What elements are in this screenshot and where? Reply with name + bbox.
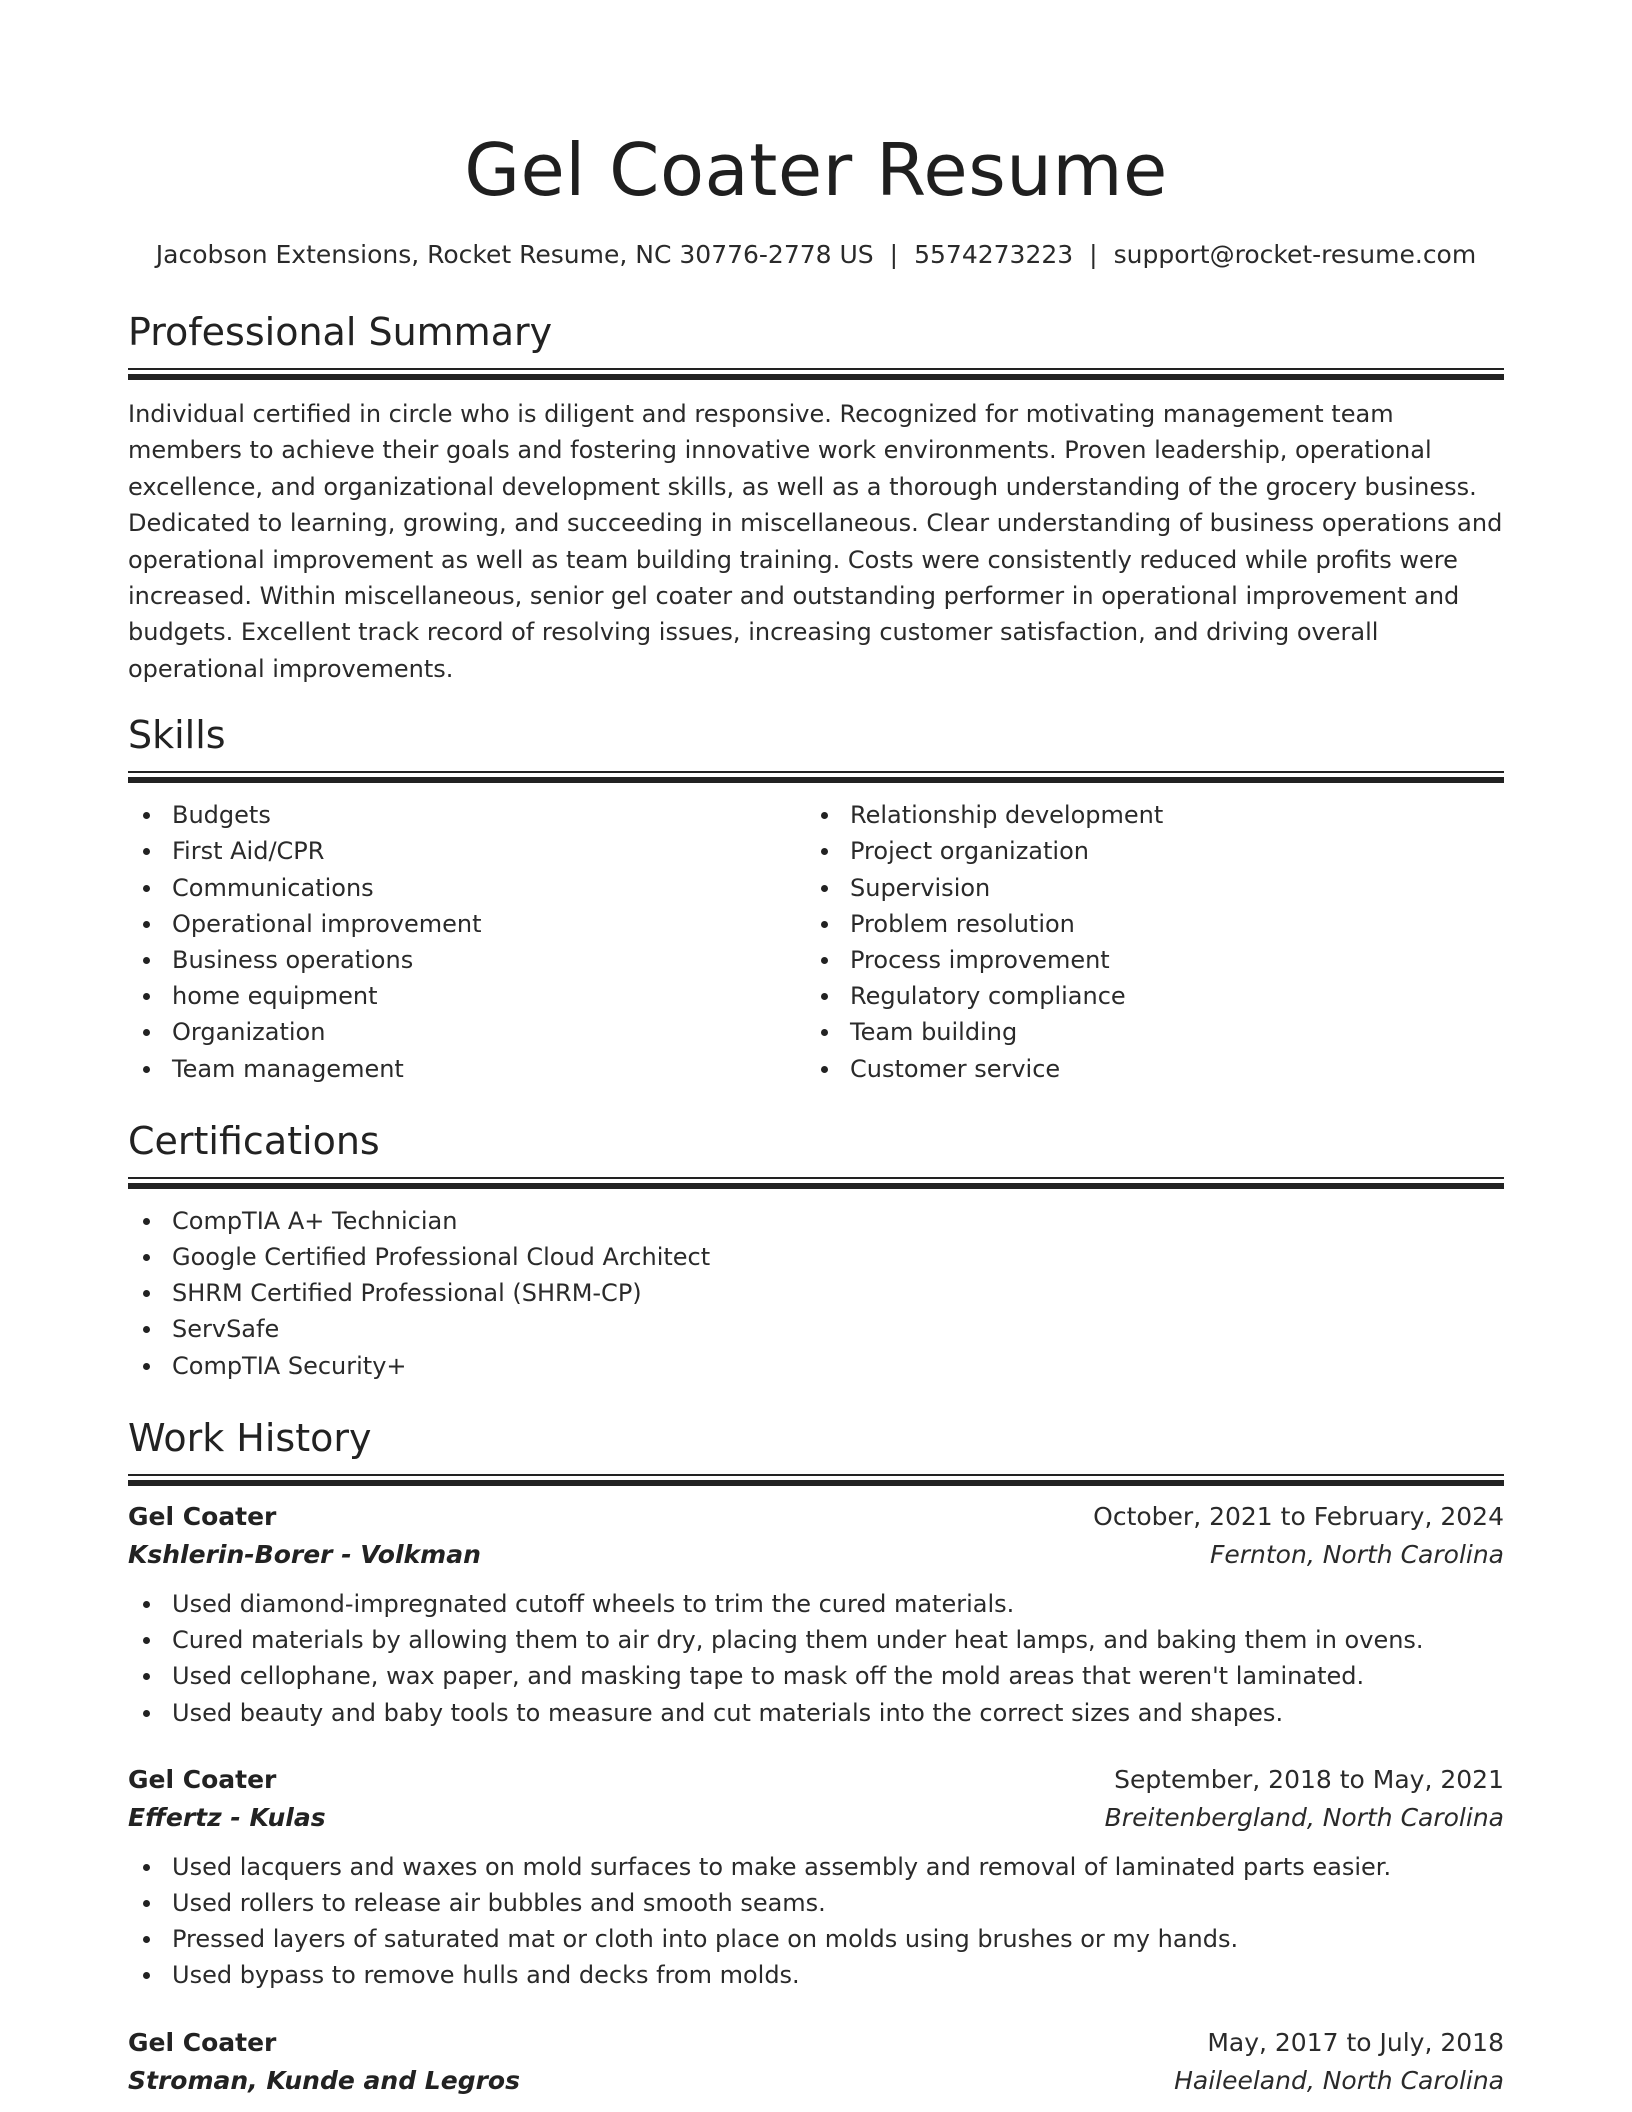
job-entry xyxy=(128,1761,1504,1994)
certification-item: ServSafe xyxy=(128,1311,1504,1347)
certifications-list xyxy=(128,1203,1504,1384)
job-duty-item: Cured materials by allowing them to air dry, placing them under heat lamps, and baking them in ovens. xyxy=(128,1622,1504,1658)
work-history-section xyxy=(128,1412,1504,2100)
job-duty-item: Pressed layers of saturated mat or cloth into place on molds using brushes or my hands. xyxy=(128,1921,1504,1957)
job-dates: October, 2021 to February, 2024 xyxy=(1093,1501,1504,1531)
certification-item: SHRM Certified Professional (SHRM-CP) xyxy=(128,1275,1504,1311)
section-title-skills: Skills xyxy=(128,713,226,758)
skills-list-right xyxy=(806,797,1484,1087)
contact-line xyxy=(128,238,1504,272)
skill-item: Project organization xyxy=(806,833,1484,869)
job-duty-item: Used rollers to release air bubbles and smooth seams. xyxy=(128,1885,1504,1921)
section-header xyxy=(128,709,1504,783)
skills-grid xyxy=(128,783,1504,1087)
skills-list-left xyxy=(128,797,806,1087)
summary-section xyxy=(128,306,1504,687)
certification-item: CompTIA A+ Technician xyxy=(128,1203,1504,1239)
job-duties-list xyxy=(128,1849,1504,1994)
skills-section xyxy=(128,709,1504,1087)
section-divider xyxy=(128,1474,1504,1486)
contact-separator: | xyxy=(889,240,899,269)
contact-address: Jacobson Extensions, Rocket Resume, NC 30776-2778 US xyxy=(155,240,874,269)
job-location: Haileeland, North Carolina xyxy=(1174,2065,1504,2095)
certifications-section xyxy=(128,1115,1504,1384)
contact-separator: | xyxy=(1089,240,1098,269)
job-header-row xyxy=(128,1498,1504,1536)
certification-item: CompTIA Security+ xyxy=(128,1348,1504,1384)
job-duties-list xyxy=(128,1586,1504,1731)
job-company-row xyxy=(128,1799,1504,1837)
job-duty-item: Used beauty and baby tools to measure and cut materials into the correct sizes and shapes. xyxy=(128,1695,1504,1731)
skill-item: Process improvement xyxy=(806,942,1484,978)
job-header-row xyxy=(128,1761,1504,1799)
job-duty-item: Used lacquers and waxes on mold surfaces to make assembly and removal of laminated parts easier. xyxy=(128,1849,1504,1885)
skill-item: Team management xyxy=(128,1051,806,1087)
page-title: Gel Coater Resume xyxy=(464,128,1168,212)
skill-item: Regulatory compliance xyxy=(806,978,1484,1014)
section-header xyxy=(128,1115,1504,1189)
job-location: Breitenbergland, North Carolina xyxy=(1104,1802,1504,1832)
skill-item: Communications xyxy=(128,870,806,906)
job-dates: May, 2017 to July, 2018 xyxy=(1207,2027,1504,2057)
job-company-row xyxy=(128,1536,1504,1574)
job-title: Gel Coater xyxy=(128,1501,277,1531)
section-divider xyxy=(128,368,1504,380)
job-dates: September, 2018 to May, 2021 xyxy=(1114,1764,1504,1794)
job-entry xyxy=(128,1498,1504,1731)
section-header xyxy=(128,306,1504,380)
summary-text: Individual certified in circle who is diligent and responsive. Recognized for motivating management team members to achieve their goals and fostering innovative work environments. Proven leadership, operational excellence, and organizational development skills, as well as a thorough understanding of the grocery business. Dedicated to learning, growing, and succeeding in miscellaneous. Clear understanding of business operations and operational improvement as well as team building training. Costs were consistently reduced while profits were increased. Within miscellaneous, senior gel coater and outstanding performer in operational improvement and budgets. Excellent track record of resolving issues, increasing customer satisfaction, and driving overall operational improvements. xyxy=(128,400,1503,683)
job-entry xyxy=(128,2024,1504,2100)
job-company: Kshlerin-Borer - Volkman xyxy=(128,1539,481,1569)
skill-item: Problem resolution xyxy=(806,906,1484,942)
section-divider xyxy=(128,771,1504,783)
job-location: Fernton, North Carolina xyxy=(1210,1539,1504,1569)
skill-item: Relationship development xyxy=(806,797,1484,833)
job-company-row xyxy=(128,2062,1504,2100)
job-company: Stroman, Kunde and Legros xyxy=(128,2065,520,2095)
skill-item: Business operations xyxy=(128,942,806,978)
skill-item: First Aid/CPR xyxy=(128,833,806,869)
certification-item: Google Certified Professional Cloud Architect xyxy=(128,1239,1504,1275)
section-title-work-history: Work History xyxy=(128,1415,372,1460)
skill-item: Supervision xyxy=(806,870,1484,906)
contact-email: support@rocket-resume.com xyxy=(1113,240,1477,269)
job-header-row xyxy=(128,2024,1504,2062)
skill-item: Team building xyxy=(806,1014,1484,1050)
section-header xyxy=(128,1412,1504,1486)
section-divider xyxy=(128,1177,1504,1189)
resume-page xyxy=(128,0,1504,2100)
job-duty-item: Used diamond-impregnated cutoff wheels to trim the cured materials. xyxy=(128,1586,1504,1622)
job-duty-item: Used cellophane, wax paper, and masking tape to mask off the mold areas that weren't laminated. xyxy=(128,1658,1504,1694)
section-title-certifications: Certifications xyxy=(128,1118,380,1163)
job-duty-item: Used bypass to remove hulls and decks from molds. xyxy=(128,1957,1504,1993)
job-company: Effertz - Kulas xyxy=(128,1802,326,1832)
skill-item: Budgets xyxy=(128,797,806,833)
job-title: Gel Coater xyxy=(128,2027,277,2057)
section-title-summary: Professional Summary xyxy=(128,310,553,354)
contact-phone: 5574273223 xyxy=(914,240,1074,269)
skill-item: Operational improvement xyxy=(128,906,806,942)
skill-item: home equipment xyxy=(128,978,806,1014)
job-title: Gel Coater xyxy=(128,1764,277,1794)
skill-item: Organization xyxy=(128,1014,806,1050)
skill-item: Customer service xyxy=(806,1051,1484,1087)
